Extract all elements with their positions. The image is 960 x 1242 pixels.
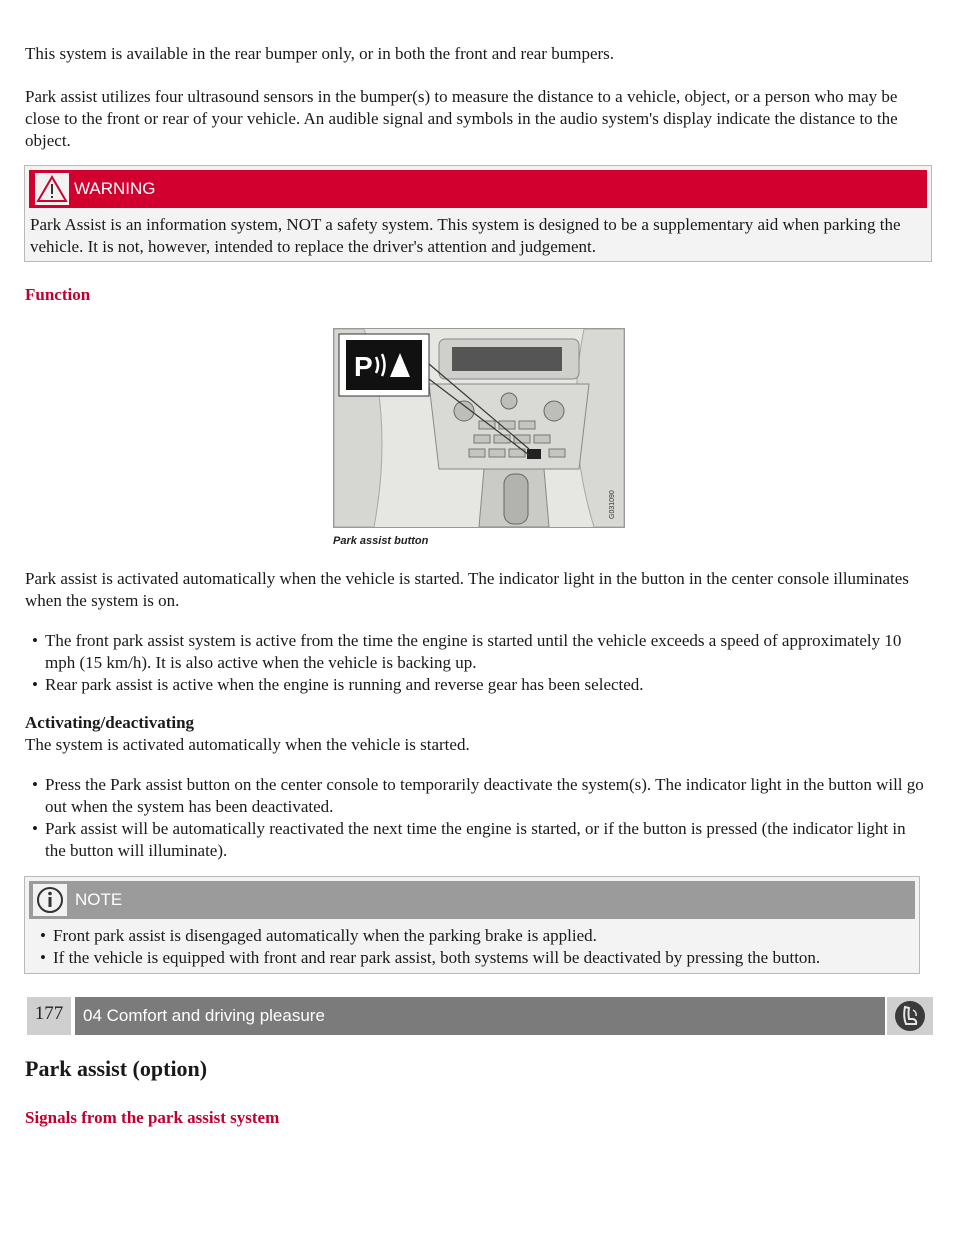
page-section-bar bbox=[27, 997, 933, 1035]
activating-text: The system is activated automatically when the vehicle is started. bbox=[25, 735, 470, 754]
list-item: • Park assist will be automatically reactivated the next time the engine is started, or if the button is pressed (the indicator light in the button will illuminate). bbox=[25, 818, 930, 862]
note-header bbox=[29, 881, 915, 919]
activating-heading: Activating/deactivating bbox=[25, 713, 195, 732]
warning-box bbox=[24, 165, 932, 262]
warning-triangle-icon bbox=[35, 173, 69, 205]
bullet-icon: • bbox=[32, 675, 38, 694]
bullet-icon: • bbox=[40, 948, 46, 967]
figure-code: G031090 bbox=[609, 490, 616, 519]
function-bullet-list bbox=[25, 630, 930, 696]
section-name: 04 Comfort and driving pleasure bbox=[75, 997, 885, 1035]
park-assist-figure bbox=[333, 328, 625, 528]
list-item: • Front park assist is disengaged automatically when the parking brake is applied. bbox=[33, 925, 913, 947]
center-console-illustration bbox=[334, 329, 624, 527]
intro-paragraph-2: Park assist utilizes four ultrasound sensors in the bumper(s) to measure the distance to a vehicle, object, or a person who may be close to the front or rear of your vehicle. An audible signal and symbols in the audio system's display indicate the distance to the object. bbox=[25, 87, 898, 150]
list-item: • If the vehicle is equipped with front and rear park assist, both systems will be deactivated by pressing the button. bbox=[33, 947, 913, 969]
bullet-icon: • bbox=[40, 926, 46, 945]
note-box bbox=[24, 876, 920, 974]
bullet-icon: • bbox=[32, 819, 38, 838]
function-text: Park assist is activated automatically when the vehicle is started. The indicator light in the button in the center console illuminates when the system is on. bbox=[25, 569, 909, 610]
note-title: NOTE bbox=[75, 890, 123, 909]
list-item: • Rear park assist is active when the engine is running and reverse gear has been selected. bbox=[25, 674, 930, 696]
page-number: 177 bbox=[27, 997, 71, 1035]
signals-heading: Signals from the park assist system bbox=[25, 1108, 280, 1127]
intro-paragraph-1: This system is available in the rear bumper only, or in both the front and rear bumpers. bbox=[25, 44, 615, 63]
bullet-icon: • bbox=[32, 775, 38, 794]
warning-text: Park Assist is an information system, NOT a safety system. This system is designed to be a supplementary aid when parking the vehicle. It is not, however, intended to replace the driver's attention and judgement. bbox=[30, 215, 901, 256]
section-title: Park assist (option) bbox=[25, 1056, 208, 1081]
activating-bullet-list bbox=[25, 774, 930, 862]
list-item: • Press the Park assist button on the center console to temporarily deactivate the system(s). The indicator light in the button will go out when the system has been deactivated. bbox=[25, 774, 930, 818]
warning-header bbox=[29, 170, 927, 208]
figure-caption: Park assist button bbox=[333, 535, 429, 547]
seat-comfort-icon bbox=[887, 997, 933, 1035]
svg-text:P: P bbox=[354, 351, 373, 382]
warning-title: WARNING bbox=[74, 179, 156, 198]
note-bullet-list bbox=[33, 925, 913, 969]
function-heading: Function bbox=[25, 285, 91, 304]
list-item: • The front park assist system is active from the time the engine is started until the vehicle exceeds a speed of approximately 10 mph (15 km/h). It is also active when the vehicle is backing up. bbox=[25, 630, 930, 674]
info-icon bbox=[33, 884, 67, 916]
bullet-icon: • bbox=[32, 631, 38, 650]
